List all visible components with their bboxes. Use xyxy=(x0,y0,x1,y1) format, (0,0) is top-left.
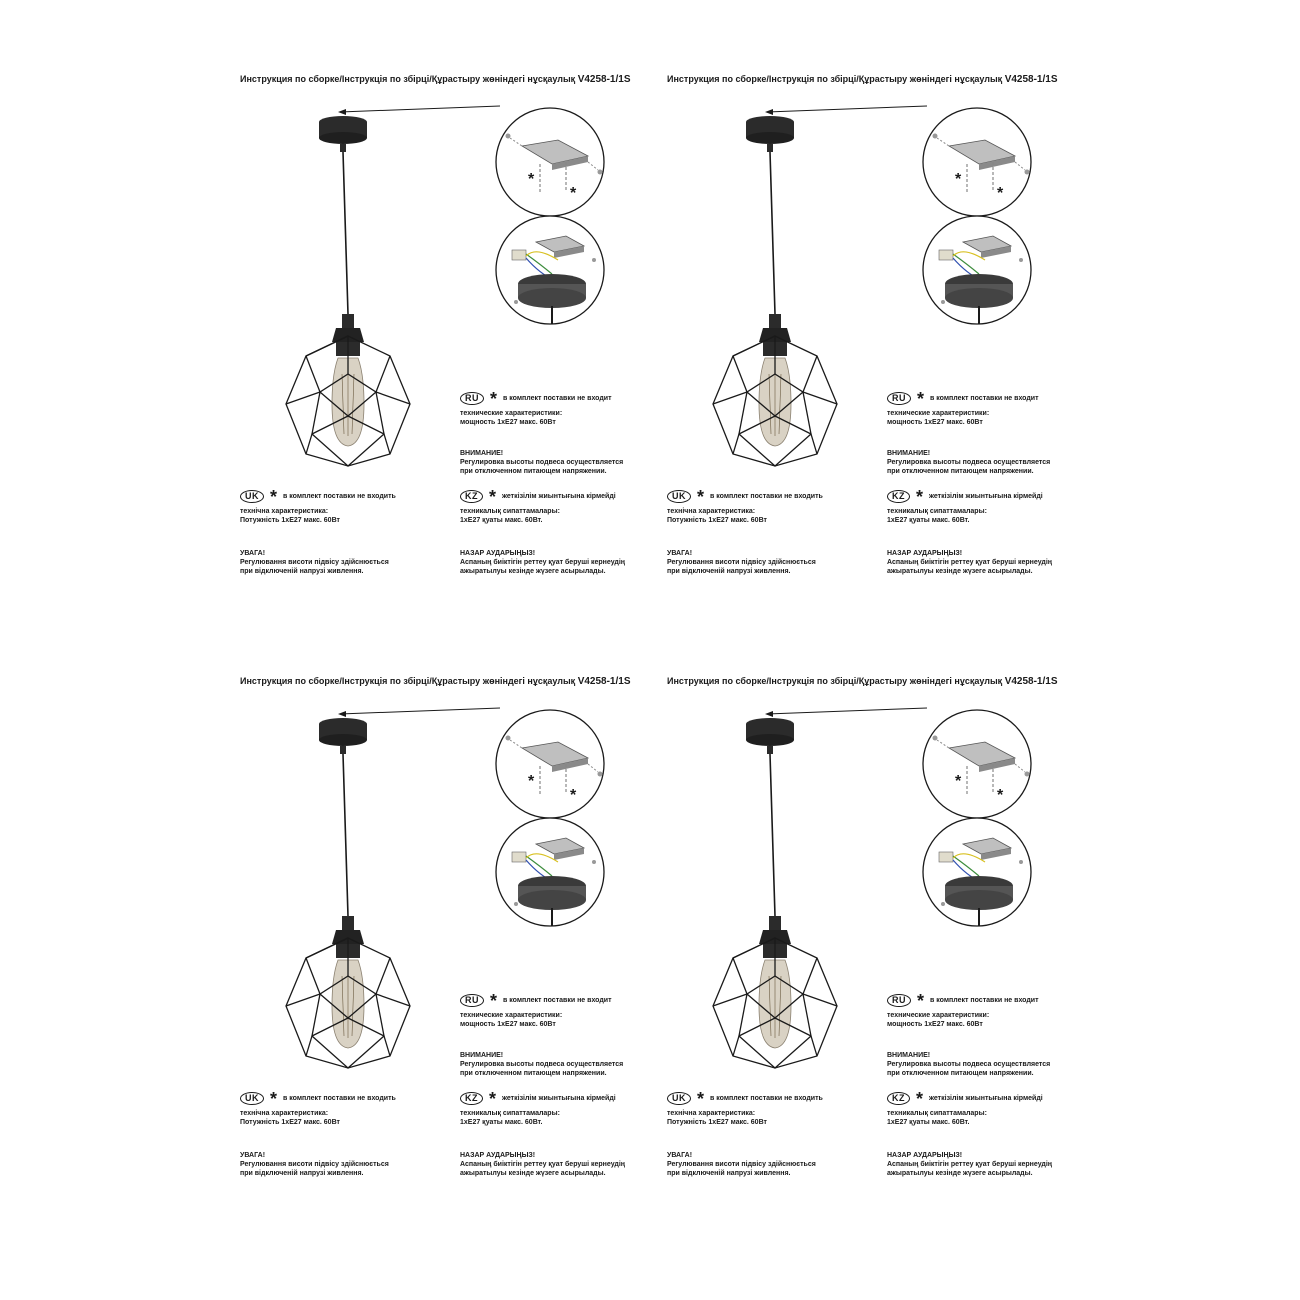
kz-language-badge: KZ xyxy=(460,490,483,503)
ru-warning-line2: при отключенном питающем напряжении. xyxy=(460,468,607,475)
star-icon: * xyxy=(697,486,705,507)
detail-circle-bracket xyxy=(496,710,604,818)
ru-info-block xyxy=(460,990,624,1078)
uk-language-badge: UK xyxy=(667,1092,691,1105)
star-icon: * xyxy=(917,388,925,409)
star-icon: * xyxy=(916,486,924,507)
ru-language-badge: RU xyxy=(460,392,484,405)
star-icon: * xyxy=(489,1088,497,1109)
kz-not-included: жеткізілім жиынтығына кірмейді xyxy=(502,493,616,500)
star-marker: * xyxy=(528,171,535,188)
uk-info-block xyxy=(240,1088,396,1178)
detail-circle-wiring xyxy=(496,216,604,324)
star-icon: * xyxy=(490,388,498,409)
kz-language-badge: KZ xyxy=(887,490,910,503)
ru-warning-title: ВНИМАНИЕ! xyxy=(460,1052,504,1059)
uk-language-badge: UK xyxy=(240,1092,264,1105)
title-text: Инструкция по сборке/Інструкція по збірці/Құрастыру жөніндегі нұсқаулық xyxy=(667,74,1003,84)
pointer-arrow-line xyxy=(340,708,500,714)
instruction-sheet xyxy=(667,676,1087,1216)
kz-not-included: жеткізілім жиынтығына кірмейді xyxy=(929,1095,1043,1102)
ru-warning-title: ВНИМАНИЕ! xyxy=(887,450,931,457)
ru-not-included: в комплект поставки не входит xyxy=(503,395,612,402)
ru-warning-line1: Регулировка высоты подвеса осуществляется xyxy=(887,1061,1051,1068)
uk-tech-value: Потужність 1xE27 макс. 60Вт xyxy=(240,1119,340,1126)
kz-tech-value: 1xE27 қуаты макс. 60Вт. xyxy=(887,517,970,524)
kz-language-badge: KZ xyxy=(887,1092,910,1105)
suspension-cord xyxy=(343,754,348,916)
star-marker: * xyxy=(997,185,1004,202)
ru-not-included: в комплект поставки не входит xyxy=(930,395,1039,402)
kz-warning-line1: Аспаның биіктігін реттеу қуат беруші кернеудің xyxy=(887,1161,1053,1168)
uk-warning-title: УВАГА! xyxy=(240,550,266,557)
star-marker: * xyxy=(955,773,962,790)
uk-tech-label: технічна характеристика: xyxy=(240,1110,329,1117)
kz-tech-label: техникалық сипаттамалары: xyxy=(887,508,987,515)
kz-warning-line2: ажыратылуы кезінде жүзеге асырылады. xyxy=(887,568,1033,575)
uk-warning-line1: Регулювання висоти підвісу здійснюється xyxy=(667,1161,816,1168)
kz-info-block xyxy=(887,1088,1053,1178)
ru-tech-label: технические характеристики: xyxy=(460,410,563,417)
uk-tech-label: технічна характеристика: xyxy=(240,508,329,515)
ceiling-canopy xyxy=(746,116,794,152)
star-icon: * xyxy=(697,1088,705,1109)
kz-tech-value: 1xE27 қуаты макс. 60Вт. xyxy=(460,1119,543,1126)
kz-warning-line2: ажыратылуы кезінде жүзеге асырылады. xyxy=(460,568,606,575)
ru-warning-line1: Регулировка высоты подвеса осуществляется xyxy=(460,459,624,466)
instruction-sheet xyxy=(240,74,660,614)
star-marker: * xyxy=(570,185,577,202)
detail-circle-wiring xyxy=(496,818,604,926)
pointer-arrowhead xyxy=(338,711,346,717)
pointer-arrow-line xyxy=(340,106,500,112)
detail-circle-wiring xyxy=(923,818,1031,926)
star-icon: * xyxy=(270,1088,278,1109)
ru-info-block xyxy=(887,990,1051,1078)
ceiling-canopy xyxy=(746,718,794,754)
ru-not-included: в комплект поставки не входит xyxy=(930,997,1039,1004)
ru-tech-value: мощность 1xE27 макс. 60Вт xyxy=(887,1021,983,1028)
uk-tech-value: Потужність 1xE27 макс. 60Вт xyxy=(667,517,767,524)
kz-not-included: жеткізілім жиынтығына кірмейді xyxy=(929,493,1043,500)
kz-warning-line1: Аспаның биіктігін реттеу қуат беруші кернеудің xyxy=(460,1161,626,1168)
ru-tech-label: технические характеристики: xyxy=(887,410,990,417)
star-marker: * xyxy=(570,787,577,804)
pointer-arrowhead xyxy=(338,109,346,115)
uk-warning-title: УВАГА! xyxy=(667,1152,693,1159)
ru-language-badge: RU xyxy=(460,994,484,1007)
instruction-sheet xyxy=(240,676,660,1216)
uk-warning-line1: Регулювання висоти підвісу здійснюється xyxy=(667,559,816,566)
uk-tech-value: Потужність 1xE27 макс. 60Вт xyxy=(667,1119,767,1126)
star-icon: * xyxy=(916,1088,924,1109)
pointer-arrowhead xyxy=(765,711,773,717)
ceiling-canopy xyxy=(319,718,367,754)
ru-warning-line1: Регулировка высоты подвеса осуществляется xyxy=(887,459,1051,466)
pointer-arrowhead xyxy=(765,109,773,115)
ru-warning-title: ВНИМАНИЕ! xyxy=(460,450,504,457)
uk-tech-value: Потужність 1xE27 макс. 60Вт xyxy=(240,517,340,524)
uk-not-included: в комплект поставки не входить xyxy=(710,1095,823,1102)
star-marker: * xyxy=(528,773,535,790)
ru-language-badge: RU xyxy=(887,994,911,1007)
title-text: Инструкция по сборке/Інструкція по збірці/Құрастыру жөніндегі нұсқаулық xyxy=(240,676,576,686)
ru-info-block xyxy=(460,388,624,476)
uk-tech-label: технічна характеристика: xyxy=(667,508,756,515)
uk-warning-line1: Регулювання висоти підвісу здійснюється xyxy=(240,559,389,566)
kz-language-badge: KZ xyxy=(460,1092,483,1105)
star-marker: * xyxy=(955,171,962,188)
kz-warning-line1: Аспаның биіктігін реттеу қуат беруші кернеудің xyxy=(460,559,626,566)
kz-warning-line2: ажыратылуы кезінде жүзеге асырылады. xyxy=(887,1170,1033,1177)
star-icon: * xyxy=(917,990,925,1011)
ru-warning-line2: при отключенном питающем напряжении. xyxy=(887,1070,1034,1077)
kz-tech-label: техникалық сипаттамалары: xyxy=(460,1110,560,1117)
ru-tech-value: мощность 1xE27 макс. 60Вт xyxy=(460,1021,556,1028)
ru-tech-value: мощность 1xE27 макс. 60Вт xyxy=(460,419,556,426)
ru-warning-line2: при отключенном питающем напряжении. xyxy=(887,468,1034,475)
kz-tech-label: техникалық сипаттамалары: xyxy=(887,1110,987,1117)
uk-language-badge: UK xyxy=(667,490,691,503)
uk-tech-label: технічна характеристика: xyxy=(667,1110,756,1117)
pointer-arrow-line xyxy=(767,708,927,714)
pointer-arrow-line xyxy=(767,106,927,112)
kz-tech-value: 1xE27 қуаты макс. 60Вт. xyxy=(887,1119,970,1126)
uk-not-included: в комплект поставки не входить xyxy=(283,493,396,500)
kz-warning-title: НАЗАР АУДАРЫҢЫЗ! xyxy=(460,550,536,557)
kz-warning-title: НАЗАР АУДАРЫҢЫЗ! xyxy=(887,1152,963,1159)
model-number: V4258-1/1S xyxy=(1004,676,1058,687)
detail-circle-bracket xyxy=(496,108,604,216)
uk-info-block xyxy=(667,1088,823,1178)
uk-info-block xyxy=(240,486,396,576)
kz-warning-line1: Аспаның биіктігін реттеу қуат беруші кернеудің xyxy=(887,559,1053,566)
detail-circle-bracket xyxy=(923,710,1031,818)
uk-warning-line2: при відключеній напрузі живлення. xyxy=(240,1170,364,1177)
kz-warning-title: НАЗАР АУДАРЫҢЫЗ! xyxy=(887,550,963,557)
uk-language-badge: UK xyxy=(240,490,264,503)
uk-warning-line2: при відключеній напрузі живлення. xyxy=(667,568,791,575)
ceiling-canopy xyxy=(319,116,367,152)
uk-not-included: в комплект поставки не входить xyxy=(710,493,823,500)
model-number: V4258-1/1S xyxy=(1004,74,1058,85)
kz-warning-line2: ажыратылуы кезінде жүзеге асырылады. xyxy=(460,1170,606,1177)
ru-tech-value: мощность 1xE27 макс. 60Вт xyxy=(887,419,983,426)
uk-not-included: в комплект поставки не входить xyxy=(283,1095,396,1102)
ru-tech-label: технические характеристики: xyxy=(887,1012,990,1019)
detail-circle-wiring xyxy=(923,216,1031,324)
kz-tech-value: 1xE27 қуаты макс. 60Вт. xyxy=(460,517,543,524)
suspension-cord xyxy=(343,152,348,314)
kz-tech-label: техникалық сипаттамалары: xyxy=(460,508,560,515)
star-marker: * xyxy=(997,787,1004,804)
ru-not-included: в комплект поставки не входит xyxy=(503,997,612,1004)
uk-warning-line1: Регулювання висоти підвісу здійснюється xyxy=(240,1161,389,1168)
suspension-cord xyxy=(770,754,775,916)
model-number: V4258-1/1S xyxy=(577,676,631,687)
instruction-sheet xyxy=(667,74,1087,614)
uk-info-block xyxy=(667,486,823,576)
ru-warning-line2: при отключенном питающем напряжении. xyxy=(460,1070,607,1077)
uk-warning-title: УВАГА! xyxy=(667,550,693,557)
kz-not-included: жеткізілім жиынтығына кірмейді xyxy=(502,1095,616,1102)
ru-warning-line1: Регулировка высоты подвеса осуществляется xyxy=(460,1061,624,1068)
suspension-cord xyxy=(770,152,775,314)
ru-warning-title: ВНИМАНИЕ! xyxy=(887,1052,931,1059)
kz-info-block xyxy=(887,486,1053,576)
star-icon: * xyxy=(489,486,497,507)
title-text: Инструкция по сборке/Інструкція по збірці/Құрастыру жөніндегі нұсқаулық xyxy=(667,676,1003,686)
detail-circle-bracket xyxy=(923,108,1031,216)
kz-info-block xyxy=(460,1088,626,1178)
star-icon: * xyxy=(490,990,498,1011)
ru-tech-label: технические характеристики: xyxy=(460,1012,563,1019)
kz-info-block xyxy=(460,486,626,576)
uk-warning-line2: при відключеній напрузі живлення. xyxy=(240,568,364,575)
uk-warning-title: УВАГА! xyxy=(240,1152,266,1159)
title-text: Инструкция по сборке/Інструкція по збірці/Құрастыру жөніндегі нұсқаулық xyxy=(240,74,576,84)
uk-warning-line2: при відключеній напрузі живлення. xyxy=(667,1170,791,1177)
star-icon: * xyxy=(270,486,278,507)
ru-language-badge: RU xyxy=(887,392,911,405)
kz-warning-title: НАЗАР АУДАРЫҢЫЗ! xyxy=(460,1152,536,1159)
ru-info-block xyxy=(887,388,1051,476)
model-number: V4258-1/1S xyxy=(577,74,631,85)
